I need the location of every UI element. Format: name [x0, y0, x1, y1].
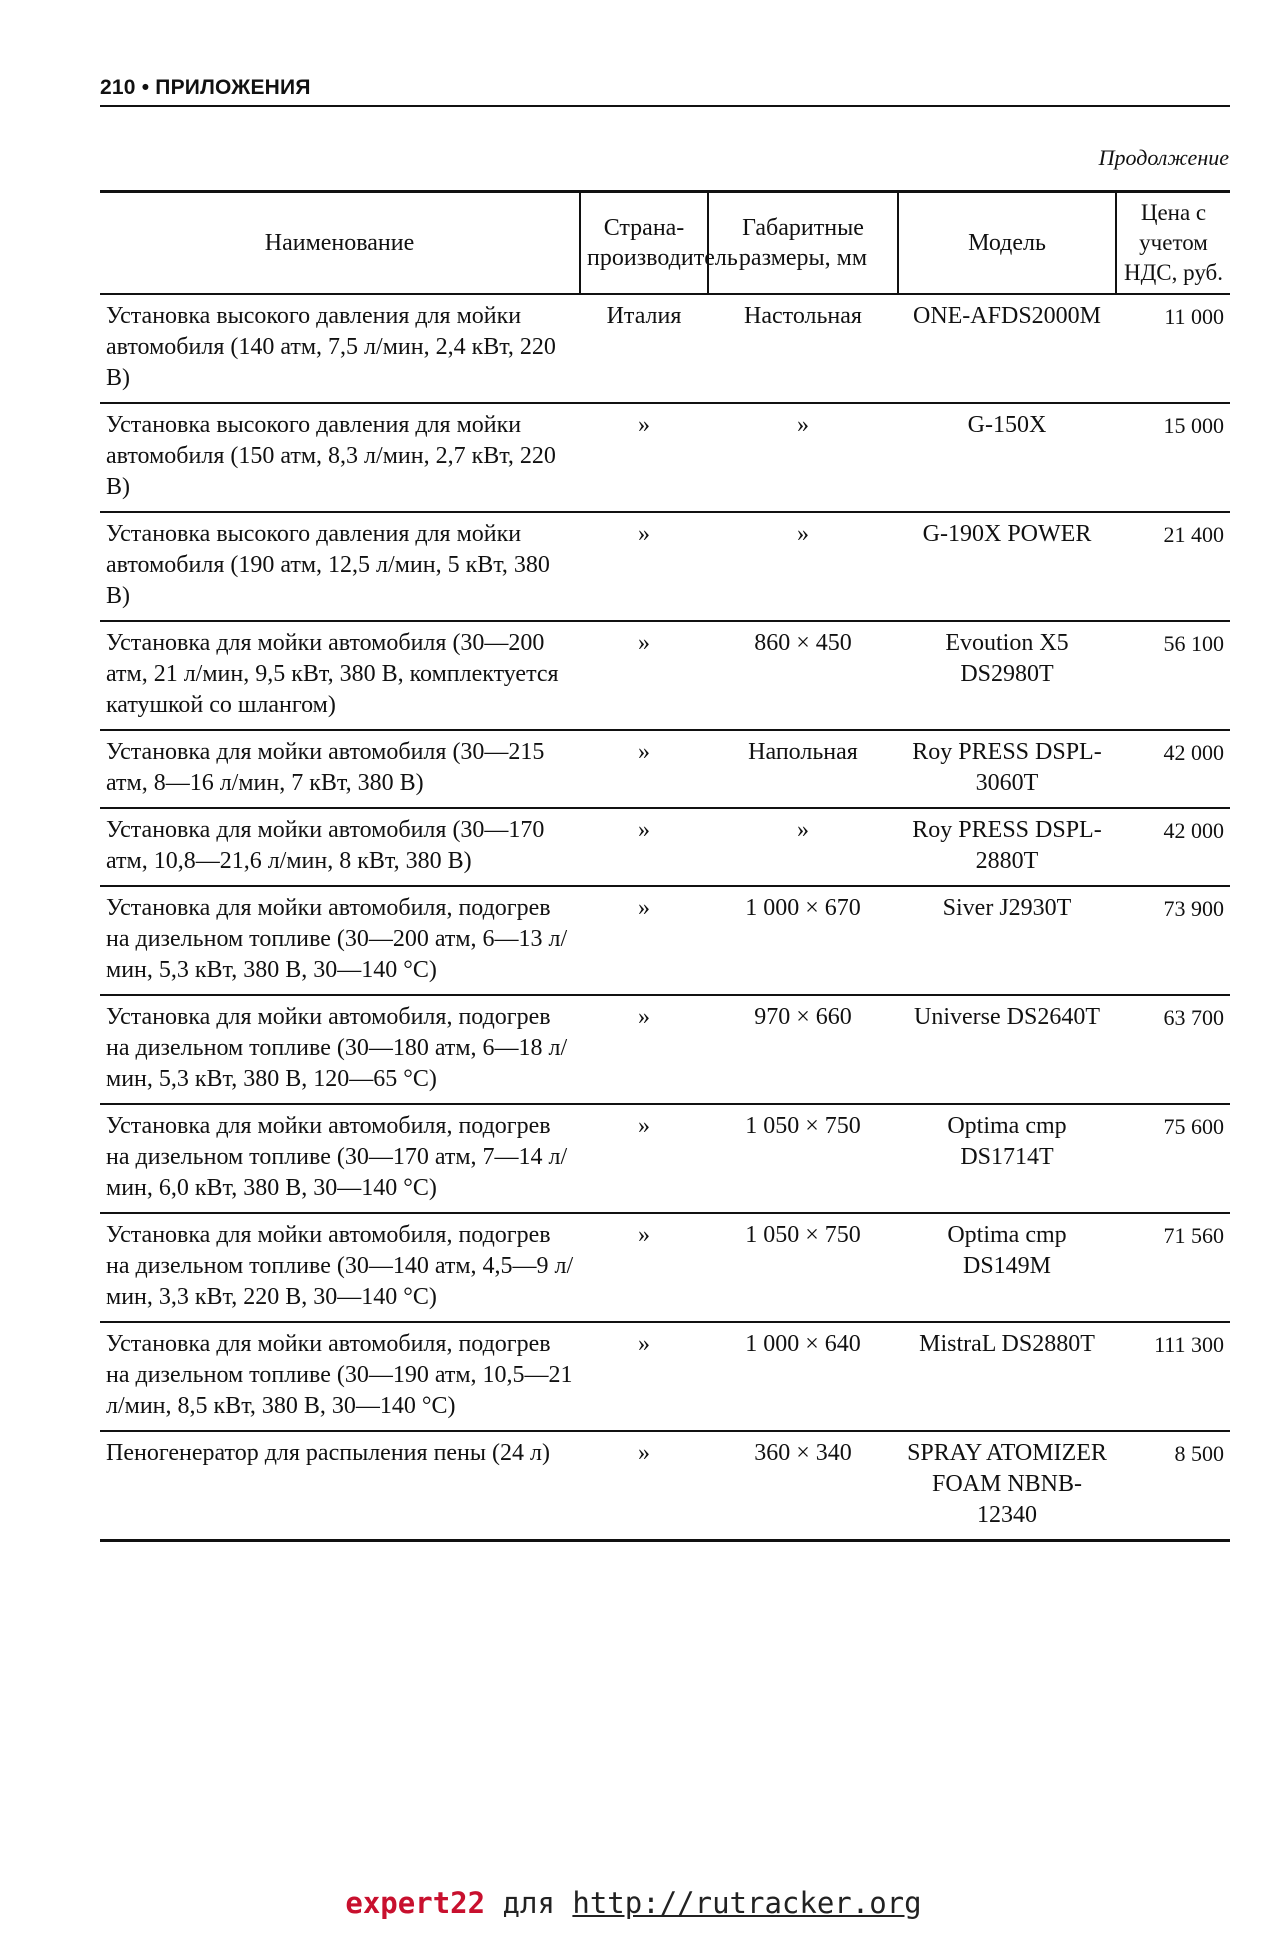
cell-price: 56 100 [1116, 621, 1230, 730]
cell-price: 63 700 [1116, 995, 1230, 1104]
cell-price: 11 000 [1116, 294, 1230, 403]
cell-price: 8 500 [1116, 1431, 1230, 1541]
cell-model: Universe DS2640T [898, 995, 1116, 1104]
cell-country: » [580, 808, 708, 886]
cell-dimensions: 1 000 × 640 [708, 1322, 898, 1431]
price-table [100, 190, 1230, 1542]
cell-price: 15 000 [1116, 403, 1230, 512]
cell-dimensions: Напольная [708, 730, 898, 808]
cell-country: » [580, 886, 708, 995]
watermark-link[interactable]: http://rutracker.org [572, 1886, 922, 1920]
cell-name: Установка для мойки автомобиля, подогрев на дизельном топливе (30—200 атм, 6—13 л/мин, 5,3 кВт, 380 В, 30—140 °С) [100, 886, 580, 995]
cell-name: Пеногенератор для распыления пены (24 л) [100, 1431, 580, 1541]
cell-name: Установка для мойки автомобиля (30—215 атм, 8—16 л/мин, 7 кВт, 380 В) [100, 730, 580, 808]
cell-model: Siver J2930T [898, 886, 1116, 995]
cell-name: Установка для мойки автомобиля, подогрев на дизельном топливе (30—180 атм, 6—18 л/мин, 5,3 кВт, 380 В, 120—65 °С) [100, 995, 580, 1104]
cell-price: 73 900 [1116, 886, 1230, 995]
cell-price: 42 000 [1116, 730, 1230, 808]
page-header [100, 76, 311, 100]
watermark [0, 1886, 1267, 1920]
table-row [100, 1104, 1230, 1213]
cell-country: » [580, 995, 708, 1104]
continuation-label: Продолжение [1098, 145, 1229, 170]
cell-dimensions: 360 × 340 [708, 1431, 898, 1541]
cell-model: Roy PRESS DSPL-2880T [898, 808, 1116, 886]
cell-name: Установка для мойки автомобиля (30—200 атм, 21 л/мин, 9,5 кВт, 380 В, комплектуется катушкой со шлангом) [100, 621, 580, 730]
header-bullet: • [141, 76, 150, 99]
table-row [100, 1213, 1230, 1322]
cell-country: » [580, 1213, 708, 1322]
cell-price: 111 300 [1116, 1322, 1230, 1431]
cell-price: 71 560 [1116, 1213, 1230, 1322]
table-row [100, 808, 1230, 886]
cell-dimensions: » [708, 403, 898, 512]
cell-name: Установка для мойки автомобиля, подогрев на дизельном топливе (30—190 атм, 10,5—21 л/мин, 8,5 кВт, 380 В, 30—140 °С) [100, 1322, 580, 1431]
cell-dimensions: 1 000 × 670 [708, 886, 898, 995]
cell-country: Италия [580, 294, 708, 403]
cell-name: Установка высокого давления для мойки автомобиля (140 атм, 7,5 л/мин, 2,4 кВт, 220 В) [100, 294, 580, 403]
header-name: Наименование [100, 192, 580, 295]
header-dimensions: Габаритные размеры, мм [708, 192, 898, 295]
cell-country: » [580, 512, 708, 621]
cell-dimensions: Настольная [708, 294, 898, 403]
cell-country: » [580, 403, 708, 512]
cell-model: SPRAY ATOMIZER FOAM NBNB-12340 [898, 1431, 1116, 1541]
cell-name: Установка высокого давления для мойки автомобиля (150 атм, 8,3 л/мин, 2,7 кВт, 220 В) [100, 403, 580, 512]
cell-model: G-190X POWER [898, 512, 1116, 621]
table-row [100, 730, 1230, 808]
cell-country: » [580, 621, 708, 730]
table-header-row [100, 192, 1230, 295]
section-title: ПРИЛОЖЕНИЯ [155, 76, 311, 99]
cell-dimensions: 860 × 450 [708, 621, 898, 730]
table-row [100, 1431, 1230, 1541]
cell-model: ONE-AFDS2000M [898, 294, 1116, 403]
cell-dimensions: 970 × 660 [708, 995, 898, 1104]
cell-name: Установка для мойки автомобиля (30—170 атм, 10,8—21,6 л/мин, 8 кВт, 380 В) [100, 808, 580, 886]
cell-model: Evoution X5 DS2980T [898, 621, 1116, 730]
cell-dimensions: 1 050 × 750 [708, 1213, 898, 1322]
table-row [100, 621, 1230, 730]
cell-dimensions: » [708, 512, 898, 621]
cell-name: Установка высокого давления для мойки автомобиля (190 атм, 12,5 л/мин, 5 кВт, 380 В) [100, 512, 580, 621]
cell-model: Optima cmp DS149M [898, 1213, 1116, 1322]
header-country: Страна-производитель [580, 192, 708, 295]
cell-name: Установка для мойки автомобиля, подогрев на дизельном топливе (30—170 атм, 7—14 л/мин, 6,0 кВт, 380 В, 30—140 °С) [100, 1104, 580, 1213]
watermark-brand: expert22 [345, 1886, 486, 1920]
cell-dimensions: 1 050 × 750 [708, 1104, 898, 1213]
table-row [100, 1322, 1230, 1431]
cell-model: MistraL DS2880T [898, 1322, 1116, 1431]
cell-price: 21 400 [1116, 512, 1230, 621]
page-number: 210 [100, 76, 136, 99]
table-row [100, 512, 1230, 621]
table-row [100, 294, 1230, 403]
table-row [100, 886, 1230, 995]
header-rule [100, 105, 1230, 107]
cell-country: » [580, 730, 708, 808]
cell-country: » [580, 1431, 708, 1541]
header-price: Цена с учетом НДС, руб. [1116, 192, 1230, 295]
table-row [100, 995, 1230, 1104]
cell-dimensions: » [708, 808, 898, 886]
cell-country: » [580, 1322, 708, 1431]
cell-model: Roy PRESS DSPL-3060T [898, 730, 1116, 808]
cell-country: » [580, 1104, 708, 1213]
cell-price: 75 600 [1116, 1104, 1230, 1213]
header-model: Модель [898, 192, 1116, 295]
table-body [100, 294, 1230, 1541]
cell-model: Optima cmp DS1714T [898, 1104, 1116, 1213]
table-row [100, 403, 1230, 512]
cell-model: G-150X [898, 403, 1116, 512]
cell-name: Установка для мойки автомобиля, подогрев на дизельном топливе (30—140 атм, 4,5—9 л/мин, 3,3 кВт, 220 В, 30—140 °С) [100, 1213, 580, 1322]
cell-price: 42 000 [1116, 808, 1230, 886]
watermark-text: для [485, 1886, 573, 1920]
